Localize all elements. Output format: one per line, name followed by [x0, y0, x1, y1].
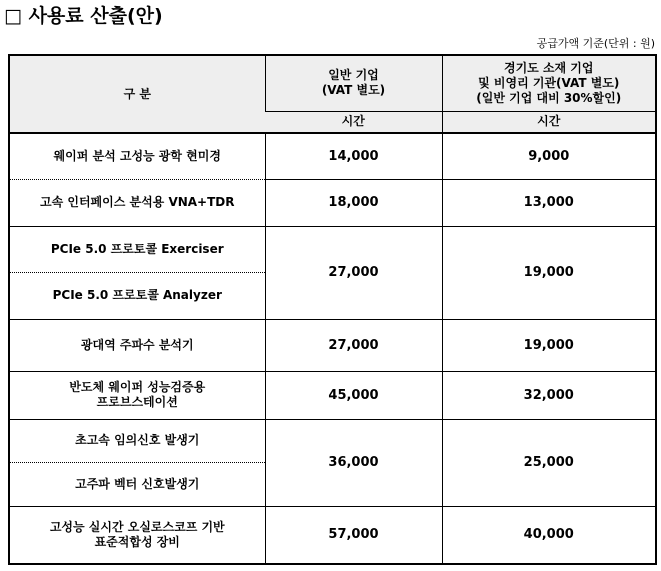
fee-table: [8, 54, 657, 565]
header-category: 구 분: [9, 55, 265, 133]
row-label: 반도체 웨이퍼 성능검증용 프로브스테이션: [9, 371, 265, 419]
general-price: 18,000: [265, 179, 442, 226]
table-row: [9, 506, 656, 564]
gyeonggi-price: 40,000: [442, 506, 656, 564]
table-row: [9, 319, 656, 371]
header-general: 일반 기업 (VAT 별도): [265, 55, 442, 111]
row-label: 초고속 임의신호 발생기: [9, 419, 265, 462]
table-row: [9, 179, 656, 226]
row-label: 광대역 주파수 분석기: [9, 319, 265, 371]
general-price: 36,000: [265, 419, 442, 506]
row-label: PCIe 5.0 프로토콜 Exerciser: [9, 226, 265, 272]
header-gyeonggi: 경기도 소재 기업 및 비영리 기관(VAT 별도) (일반 기업 대비 30%할인): [442, 55, 656, 111]
gyeonggi-price: 19,000: [442, 226, 656, 319]
gyeonggi-price: 13,000: [442, 179, 656, 226]
general-price: 45,000: [265, 371, 442, 419]
general-price: 14,000: [265, 133, 442, 179]
row-label: 웨이퍼 분석 고성능 광학 현미경: [9, 133, 265, 179]
table-row: [9, 226, 656, 272]
subheader-general-time: 시간: [265, 111, 442, 133]
general-price: 27,000: [265, 226, 442, 319]
gyeonggi-price: 9,000: [442, 133, 656, 179]
row-label: 고속 인터페이스 분석용 VNA+TDR: [9, 179, 265, 226]
unit-note: 공급가액 기준(단위 : 원): [536, 37, 655, 50]
subheader-gyeonggi-time: 시간: [442, 111, 656, 133]
gyeonggi-price: 32,000: [442, 371, 656, 419]
page-title: □ 사용료 산출(안): [4, 5, 163, 27]
gyeonggi-price: 25,000: [442, 419, 656, 506]
table-row: [9, 371, 656, 419]
table-row: [9, 419, 656, 462]
gyeonggi-price: 19,000: [442, 319, 656, 371]
general-price: 57,000: [265, 506, 442, 564]
row-label: 고성능 실시간 오실로스코프 기반 표준적합성 장비: [9, 506, 265, 564]
general-price: 27,000: [265, 319, 442, 371]
row-label: PCIe 5.0 프로토콜 Analyzer: [9, 272, 265, 319]
row-label: 고주파 벡터 신호발생기: [9, 462, 265, 506]
table-row: [9, 133, 656, 179]
